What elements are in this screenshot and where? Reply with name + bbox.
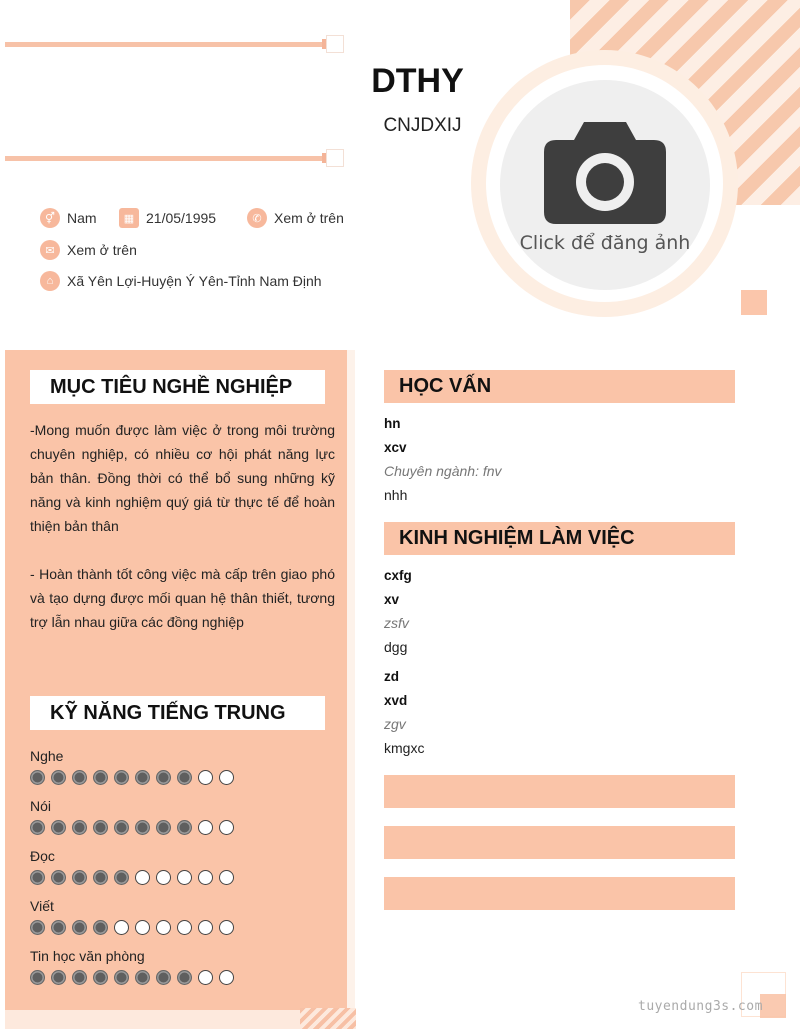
rating-dot-filled[interactable]: [30, 870, 45, 885]
rating-dot-empty[interactable]: [177, 920, 192, 935]
rating-dot-filled[interactable]: [51, 920, 66, 935]
decorative-line-top: [5, 42, 335, 47]
skill-label[interactable]: Nói: [30, 798, 52, 814]
rating-dot-filled[interactable]: [135, 820, 150, 835]
phone-icon: ✆: [247, 208, 267, 228]
experience-description[interactable]: dgg: [384, 639, 408, 655]
rating-dot-filled[interactable]: [30, 920, 45, 935]
empty-section-heading[interactable]: [384, 826, 735, 859]
experience-heading[interactable]: KINH NGHIỆM LÀM VIỆC: [384, 522, 735, 555]
rating-dot-filled[interactable]: [51, 820, 66, 835]
empty-section-heading[interactable]: [384, 775, 735, 808]
skill-rating[interactable]: [30, 970, 234, 985]
bottom-stripes-decoration: [300, 1008, 356, 1029]
email-icon: ✉: [40, 240, 60, 260]
rating-dot-empty[interactable]: [135, 920, 150, 935]
experience-description[interactable]: kmgxc: [384, 740, 425, 756]
birthday-value: 21/05/1995: [146, 210, 217, 226]
rating-dot-filled[interactable]: [72, 920, 87, 935]
rating-dot-filled[interactable]: [30, 770, 45, 785]
rating-dot-filled[interactable]: [93, 820, 108, 835]
rating-dot-empty[interactable]: [198, 920, 213, 935]
calendar-icon: ▦: [119, 208, 139, 228]
rating-dot-empty[interactable]: [219, 970, 234, 985]
rating-dot-empty[interactable]: [114, 920, 129, 935]
photo-upload-label: Click để đăng ảnh: [519, 232, 691, 254]
rating-dot-empty[interactable]: [219, 770, 234, 785]
gender-field[interactable]: [40, 208, 97, 228]
experience-position[interactable]: xvd: [384, 693, 408, 708]
address-field[interactable]: [40, 271, 322, 291]
rating-dot-filled[interactable]: [114, 970, 129, 985]
rating-dot-filled[interactable]: [72, 770, 87, 785]
skill-rating[interactable]: [30, 770, 234, 785]
rating-dot-filled[interactable]: [93, 770, 108, 785]
skill-label[interactable]: Viết: [30, 898, 54, 914]
rating-dot-empty[interactable]: [219, 920, 234, 935]
skill-label[interactable]: Đọc: [30, 848, 55, 864]
skill-rating[interactable]: [30, 920, 234, 935]
job-title[interactable]: CNJDXIJ: [383, 115, 462, 136]
address-value: Xã Yên Lợi-Huyện Ý Yên-Tỉnh Nam Định: [67, 273, 322, 289]
rating-dot-filled[interactable]: [177, 770, 192, 785]
rating-dot-empty[interactable]: [198, 820, 213, 835]
rating-dot-filled[interactable]: [51, 770, 66, 785]
objective-paragraph-2[interactable]: - Hoàn thành tốt công việc mà cấp trên giao phó và tạo dựng được mối quan hệ thân thiết, tương trợ lẫn nhau giữa các đồng nghiệp: [30, 566, 335, 630]
phone-field[interactable]: [247, 208, 344, 228]
education-note[interactable]: nhh: [384, 487, 408, 503]
rating-dot-empty[interactable]: [198, 970, 213, 985]
rating-dot-filled[interactable]: [51, 870, 66, 885]
rating-dot-empty[interactable]: [219, 870, 234, 885]
rating-dot-filled[interactable]: [30, 820, 45, 835]
rating-dot-filled[interactable]: [156, 770, 171, 785]
education-school[interactable]: hn: [384, 416, 401, 431]
gender-icon: ⚥: [40, 208, 60, 228]
rating-dot-empty[interactable]: [219, 820, 234, 835]
skill-rating[interactable]: [30, 870, 234, 885]
rating-dot-filled[interactable]: [93, 920, 108, 935]
objective-paragraph-1[interactable]: -Mong muốn được làm việc ở trong môi trường chuyên nghiệp, có nhiều cơ hội phát năng lực bản thân. Đồng thời có thể bổ sung những kỹ năng và kinh nghiệm quý giá từ thực tế để hoàn thiện bản thân: [30, 422, 335, 534]
rating-dot-filled[interactable]: [30, 970, 45, 985]
rating-dot-empty[interactable]: [177, 870, 192, 885]
rating-dot-filled[interactable]: [135, 770, 150, 785]
watermark-text: tuyendung3s.com: [638, 999, 763, 1014]
skill-label[interactable]: Nghe: [30, 748, 64, 764]
panel-divider: [347, 350, 355, 1010]
watermark-square: [760, 994, 786, 1018]
rating-dot-filled[interactable]: [51, 970, 66, 985]
birthday-field[interactable]: [119, 208, 216, 228]
decorative-box: [326, 35, 344, 53]
rating-dot-filled[interactable]: [114, 870, 129, 885]
rating-dot-filled[interactable]: [114, 770, 129, 785]
rating-dot-filled[interactable]: [72, 820, 87, 835]
rating-dot-empty[interactable]: [198, 770, 213, 785]
candidate-name[interactable]: DTHY: [371, 62, 464, 100]
rating-dot-filled[interactable]: [177, 970, 192, 985]
rating-dot-filled[interactable]: [93, 970, 108, 985]
objective-heading[interactable]: MỤC TIÊU NGHỀ NGHIỆP: [30, 370, 325, 404]
experience-time[interactable]: zsfv: [384, 615, 409, 631]
education-degree[interactable]: xcv: [384, 440, 407, 455]
rating-dot-filled[interactable]: [72, 870, 87, 885]
rating-dot-filled[interactable]: [156, 820, 171, 835]
decorative-box: [326, 149, 344, 167]
experience-time[interactable]: zgv: [384, 716, 406, 732]
experience-position[interactable]: xv: [384, 592, 400, 607]
skill-label[interactable]: Tin học văn phòng: [30, 948, 145, 964]
rating-dot-filled[interactable]: [156, 970, 171, 985]
experience-company[interactable]: zd: [384, 669, 399, 684]
rating-dot-empty[interactable]: [156, 920, 171, 935]
email-field[interactable]: [40, 240, 137, 260]
rating-dot-filled[interactable]: [114, 820, 129, 835]
skills-heading[interactable]: KỸ NĂNG TIẾNG TRUNG: [30, 696, 325, 730]
rating-dot-empty[interactable]: [135, 870, 150, 885]
education-major[interactable]: Chuyên ngành: fnv: [384, 463, 502, 479]
decorative-square: [741, 290, 767, 315]
rating-dot-filled[interactable]: [135, 970, 150, 985]
gender-value: Nam: [67, 210, 97, 226]
decorative-line-bottom: [5, 156, 335, 161]
rating-dot-filled[interactable]: [177, 820, 192, 835]
upload-photo-button[interactable]: [500, 80, 710, 290]
skill-rating[interactable]: [30, 820, 234, 835]
experience-company[interactable]: cxfg: [384, 568, 412, 583]
rating-dot-empty[interactable]: [198, 870, 213, 885]
camera-icon: [542, 116, 668, 226]
empty-section-heading[interactable]: [384, 877, 735, 910]
phone-value: Xem ở trên: [274, 210, 344, 226]
rating-dot-filled[interactable]: [93, 870, 108, 885]
email-value: Xem ở trên: [67, 242, 137, 258]
rating-dot-filled[interactable]: [72, 970, 87, 985]
education-heading[interactable]: HỌC VẤN: [384, 370, 735, 403]
rating-dot-empty[interactable]: [156, 870, 171, 885]
home-icon: ⌂: [40, 271, 60, 291]
